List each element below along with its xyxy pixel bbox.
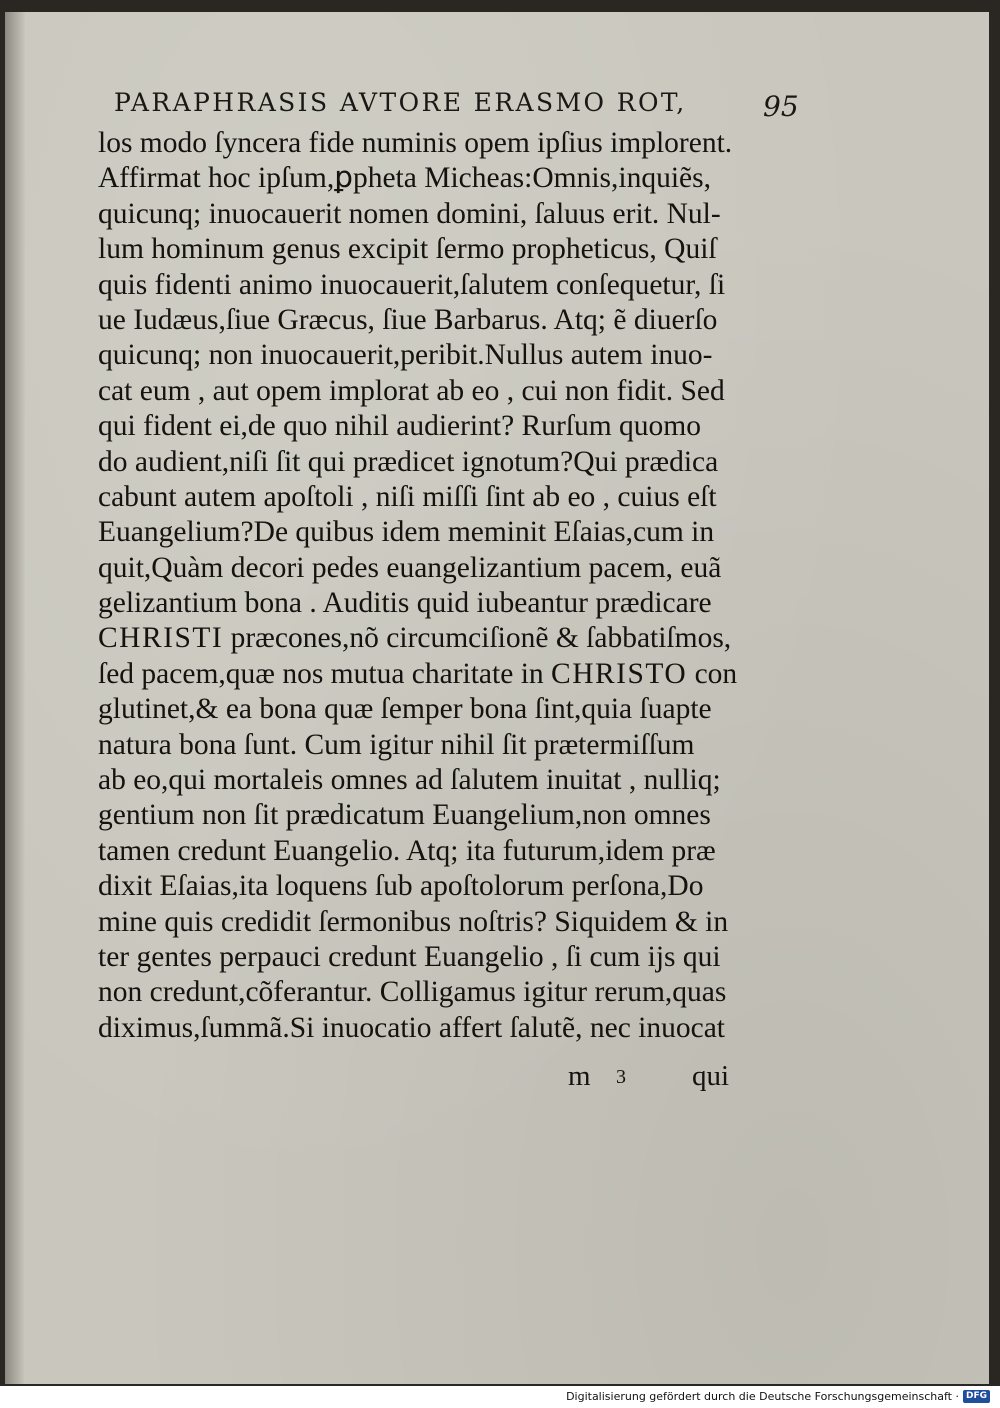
signature-number: 3 — [616, 1066, 626, 1088]
small-caps-word: CHRISTI — [98, 622, 224, 655]
text-line: ſed pacem,quæ nos mutua charitate in CHRISTO con — [98, 657, 738, 690]
text-line: ab eo,qui mortaleis omnes ad ſalutem inuitat , nulliq; — [98, 764, 721, 797]
page-gutter-shadow — [5, 12, 25, 1384]
text-line: dixit Eſaias,ita loquens ſub apoſtolorum perſona,Do — [98, 870, 704, 903]
text-line: CHRISTI præcones,nõ circumciſionẽ & ſabbatiſmos, — [98, 622, 732, 655]
text-line: Affirmat hoc ipſum,ꝑpheta Micheas:Omnis,inquiẽs, — [98, 162, 711, 195]
text-line: tamen credunt Euangelio. Atq; ita futurum,idem præ — [98, 834, 716, 867]
digitization-footer — [566, 1390, 990, 1403]
text-line: quicunq; inuocauerit nomen domini, ſaluus erit. Nul- — [98, 197, 721, 230]
text-line: mine quis credidit ſermonibus noſtris? Siquidem & in — [98, 905, 729, 938]
signature-mark: m — [568, 1060, 591, 1092]
body-text — [98, 126, 758, 1046]
text-line: do audient,niſi ſit qui prædicet ignotum?Qui prædica — [98, 445, 719, 478]
page-number: 95 — [763, 90, 799, 123]
text-line: quit,Quàm decori pedes euangelizantium pacem, euã — [98, 551, 722, 584]
small-caps-word: CHRISTO — [551, 657, 688, 690]
dfg-logo: DFG — [963, 1390, 990, 1403]
text-line: diximus,ſummã.Si inuocatio affert ſalutẽ, nec inuocat — [98, 1011, 725, 1044]
text-line: quicunq; non inuocauerit,peribit.Nullus autem inuo- — [98, 339, 713, 372]
text-line: cabunt autem apoſtoli , niſi miſſi ſint ab eo , cuius eſt — [98, 480, 717, 513]
text-line: non credunt,cõferantur. Colligamus igitur rerum,quas — [98, 976, 727, 1009]
text-line: qui fident ei,de quo nihil audierint? Rurſum quomo — [98, 410, 702, 443]
text-line: quis fidenti animo inuocauerit,ſalutem conſequetur, ſi — [98, 268, 726, 301]
text-line: gentium non ſit prædicatum Euangelium,non omnes — [98, 799, 711, 832]
catchword: qui — [692, 1060, 730, 1092]
running-title: PARAPHRASIS AVTORE ERASMO ROT, — [114, 88, 687, 117]
text-line: lum hominum genus excipit ſermo propheticus, Quiſ — [98, 233, 717, 266]
text-line: ue Iudæus,ſiue Græcus, ſiue Barbarus. Atq; ẽ diuerſo — [98, 303, 718, 336]
text-line: gelizantium bona . Auditis quid iubeantur prædicare — [98, 587, 712, 620]
text-line: Euangelium?De quibus idem meminit Eſaias,cum in — [98, 516, 715, 549]
text-line: natura bona ſunt. Cum igitur nihil ſit prætermiſſum — [98, 728, 695, 761]
text-line: cat eum , aut opem implorat ab eo , cui non fidit. Sed — [98, 374, 725, 407]
funding-credit: Digitalisierung gefördert durch die Deutsche Forschungsgemeinschaft · — [566, 1390, 959, 1403]
text-line: glutinet,& ea bona quæ ſemper bona ſint,quia ſuapte — [98, 693, 712, 726]
text-line: ter gentes perpauci credunt Euangelio , ſi cum ijs qui — [98, 940, 721, 973]
text-line: los modo ſyncera fide numinis opem ipſius implorent. — [98, 127, 733, 159]
